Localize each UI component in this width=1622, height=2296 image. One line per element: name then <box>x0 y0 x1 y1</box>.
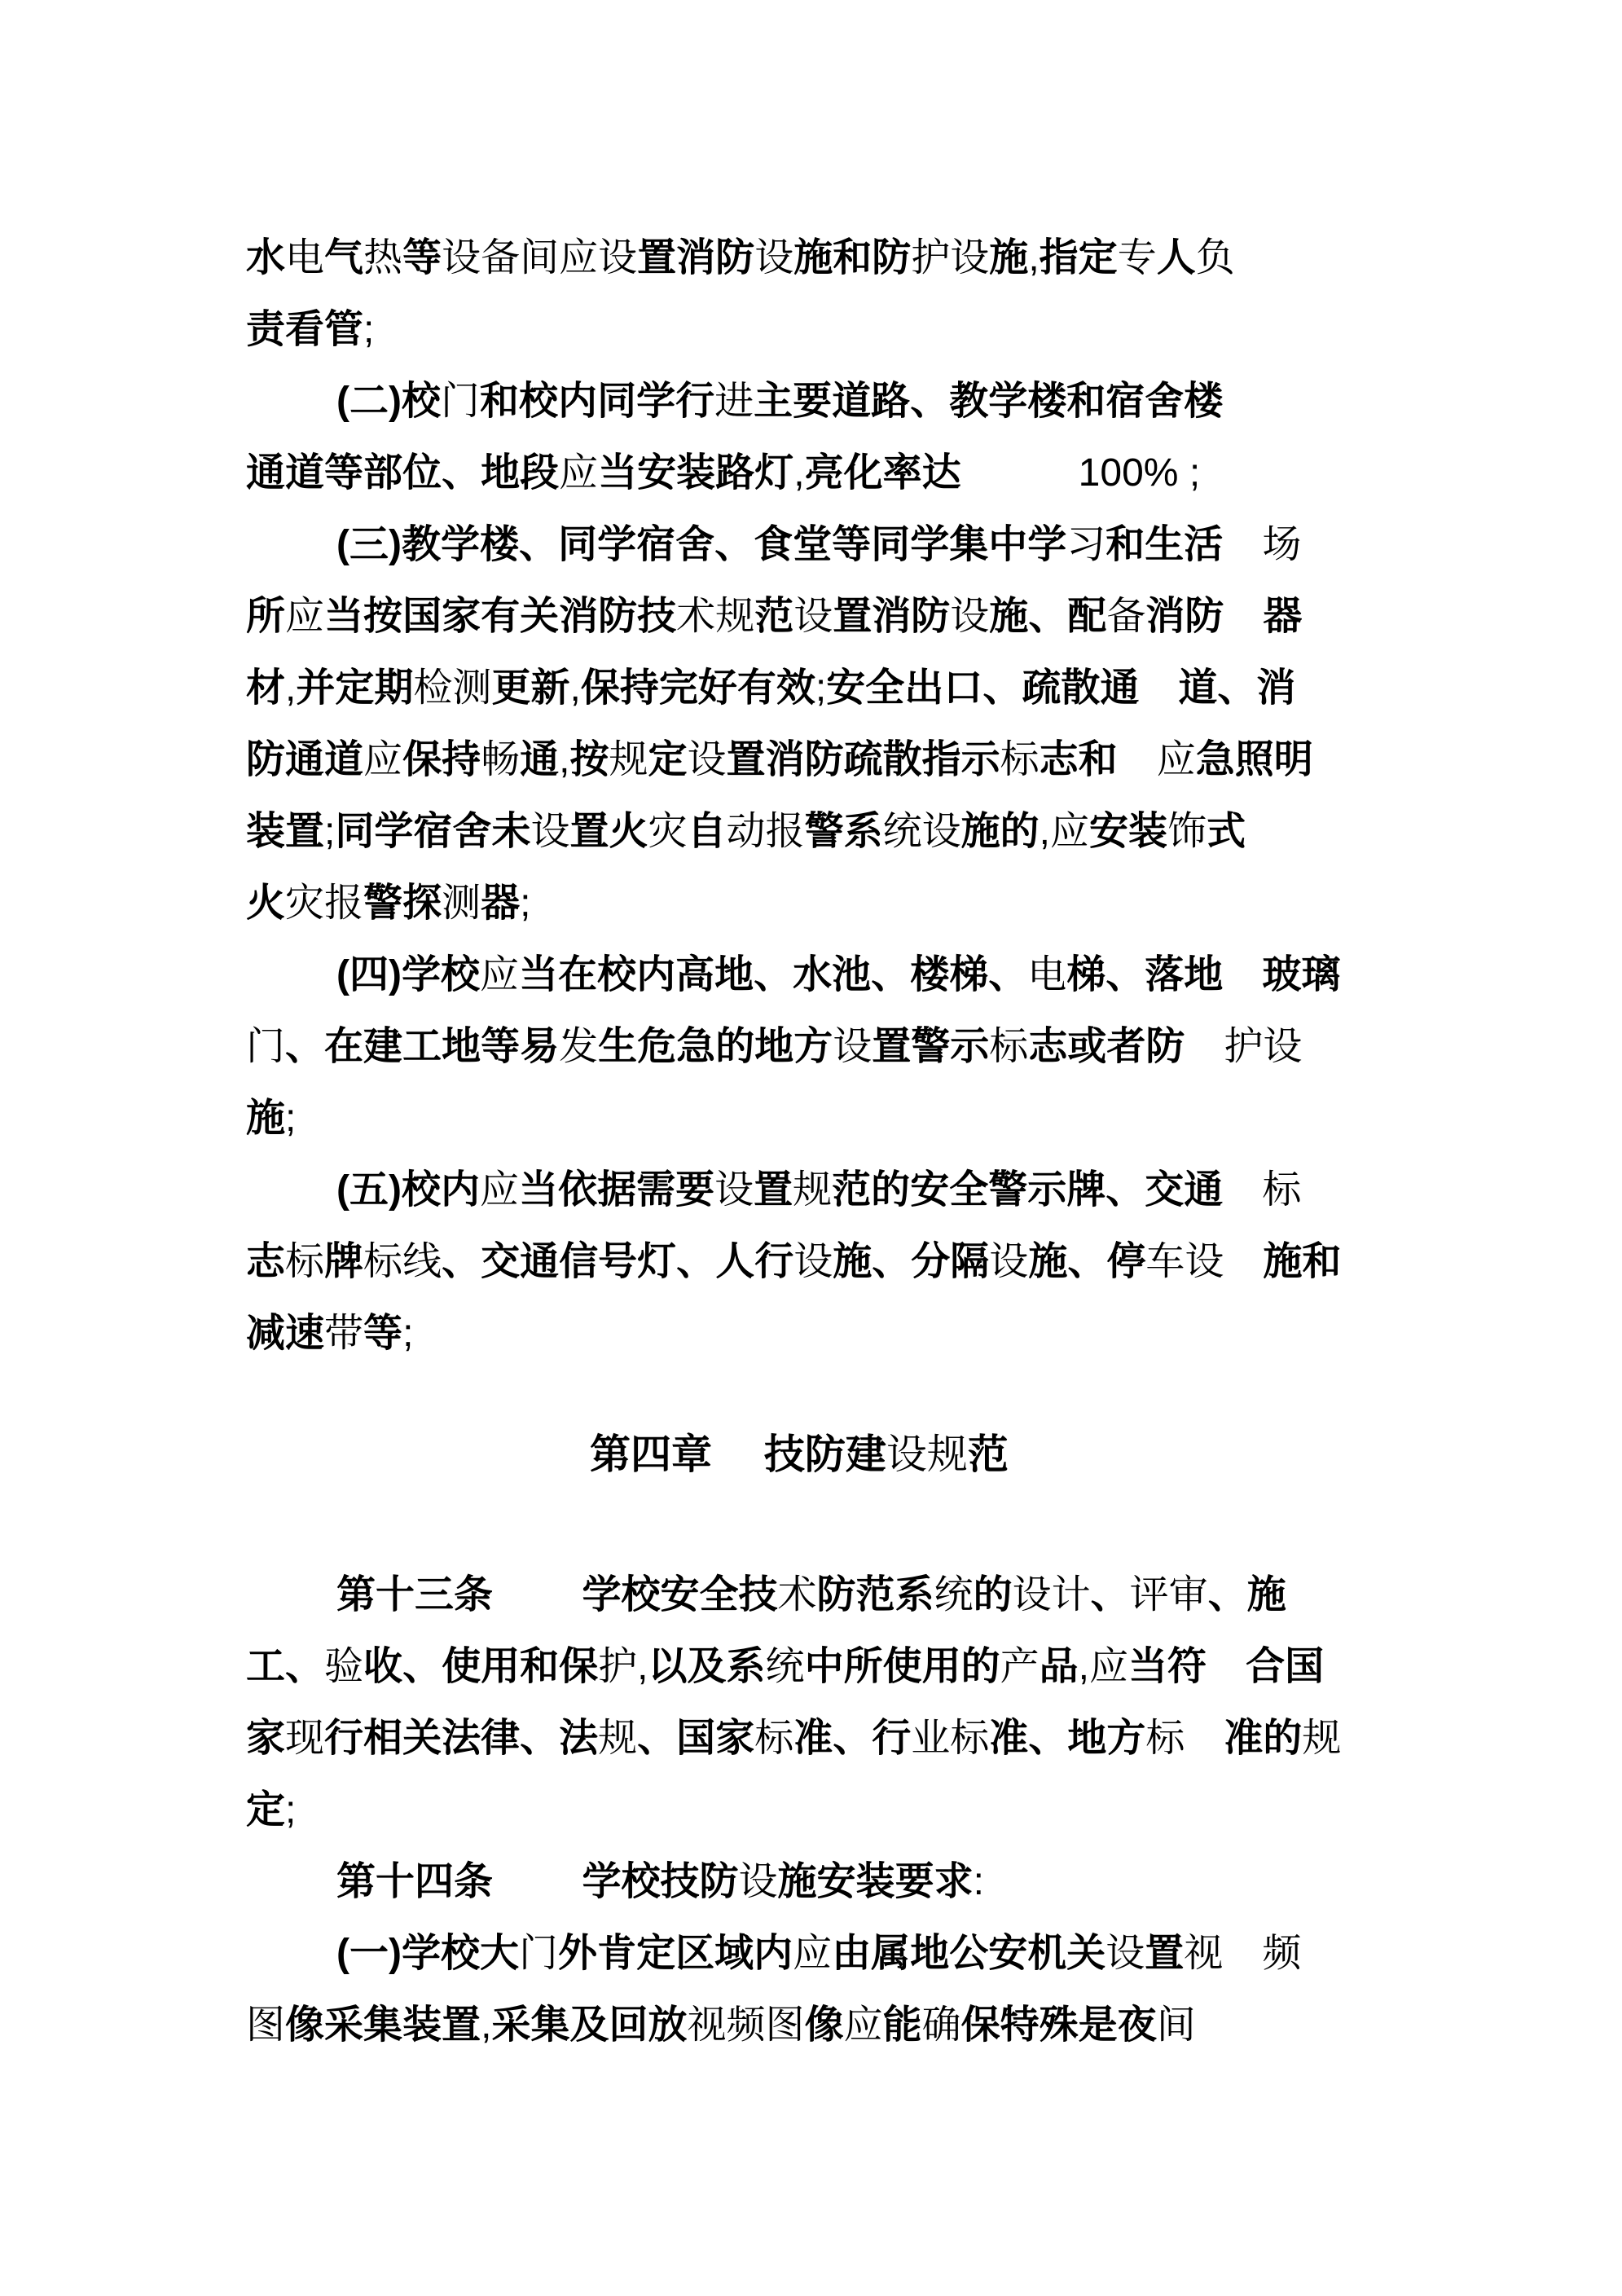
chapter-heading: 第四章 技防建设规范 <box>590 1432 1009 1477</box>
text-line: (五)校内应当依据需要设置规范的安全警示牌、交通 标 <box>336 1168 1302 1212</box>
text-line: (二)校门和校内同学行进主要道路、教学楼和宿舍楼 <box>336 380 1224 423</box>
text-line: 第十三条 学校安全技术防范系统的设计、评审、施 <box>336 1573 1286 1616</box>
text-line: 装置;同学宿舍未设置火灾自动报警系统设施的,应安装饰式 <box>246 810 1246 853</box>
text-line: 责看管; <box>246 308 375 351</box>
text-line: 第十四条 学校技防设施安装要求: <box>336 1860 984 1903</box>
text-line: 家现行相关法律、法规、国家标准、行业标准、地方标 准的规 <box>246 1717 1342 1760</box>
text-line: (三)教学楼、同学宿舍、食堂等同学集中学习和生活 场 <box>336 523 1302 566</box>
text-line: 水电气热等设备间应设置消防设施和防护设施,指定专人负 <box>246 236 1235 279</box>
document-body <box>246 222 1622 2061</box>
text-line: 施; <box>246 1097 297 1140</box>
text-line: 通道等部位、地段应当安装路灯,亮化率达 100% ; <box>246 451 1201 495</box>
text-line: 减速带等; <box>246 1312 414 1355</box>
text-line: (一)学校大门外肯定区域内应由属地公安机关设置视 频 <box>336 1932 1302 1975</box>
text-line: 火灾报警探测器; <box>246 882 531 925</box>
text-line: 工、验收、使用和保护,以及系统中所使用的产品,应当符 合国 <box>246 1645 1325 1688</box>
text-line: 志标牌标线、交通信号灯、人行设施、分隔设施、停车设 施和 <box>246 1240 1342 1283</box>
text-line: 定; <box>246 1788 297 1832</box>
text-line: (四)学校应当在校内高地、水池、楼梯、电梯、落地 玻璃 <box>336 953 1341 996</box>
text-line: 材,并定期检测更新,保持完好有效;安全出口、疏散通 道、消 <box>246 666 1296 710</box>
text-line: 图像采集装置,采集及回放视频图像应能确保特殊是夜间 <box>246 2004 1196 2047</box>
text-line: 门、在建工地等易发生危急的地方设置警示标志或者防 护设 <box>246 1025 1303 1068</box>
text-line: 所应当按国家有关消防技术规范设置消防设施、配备消防 器 <box>246 595 1303 638</box>
text-line: 防通道应保持畅通,按规定设置消防疏散指示标志和 应急照明 <box>246 738 1313 781</box>
